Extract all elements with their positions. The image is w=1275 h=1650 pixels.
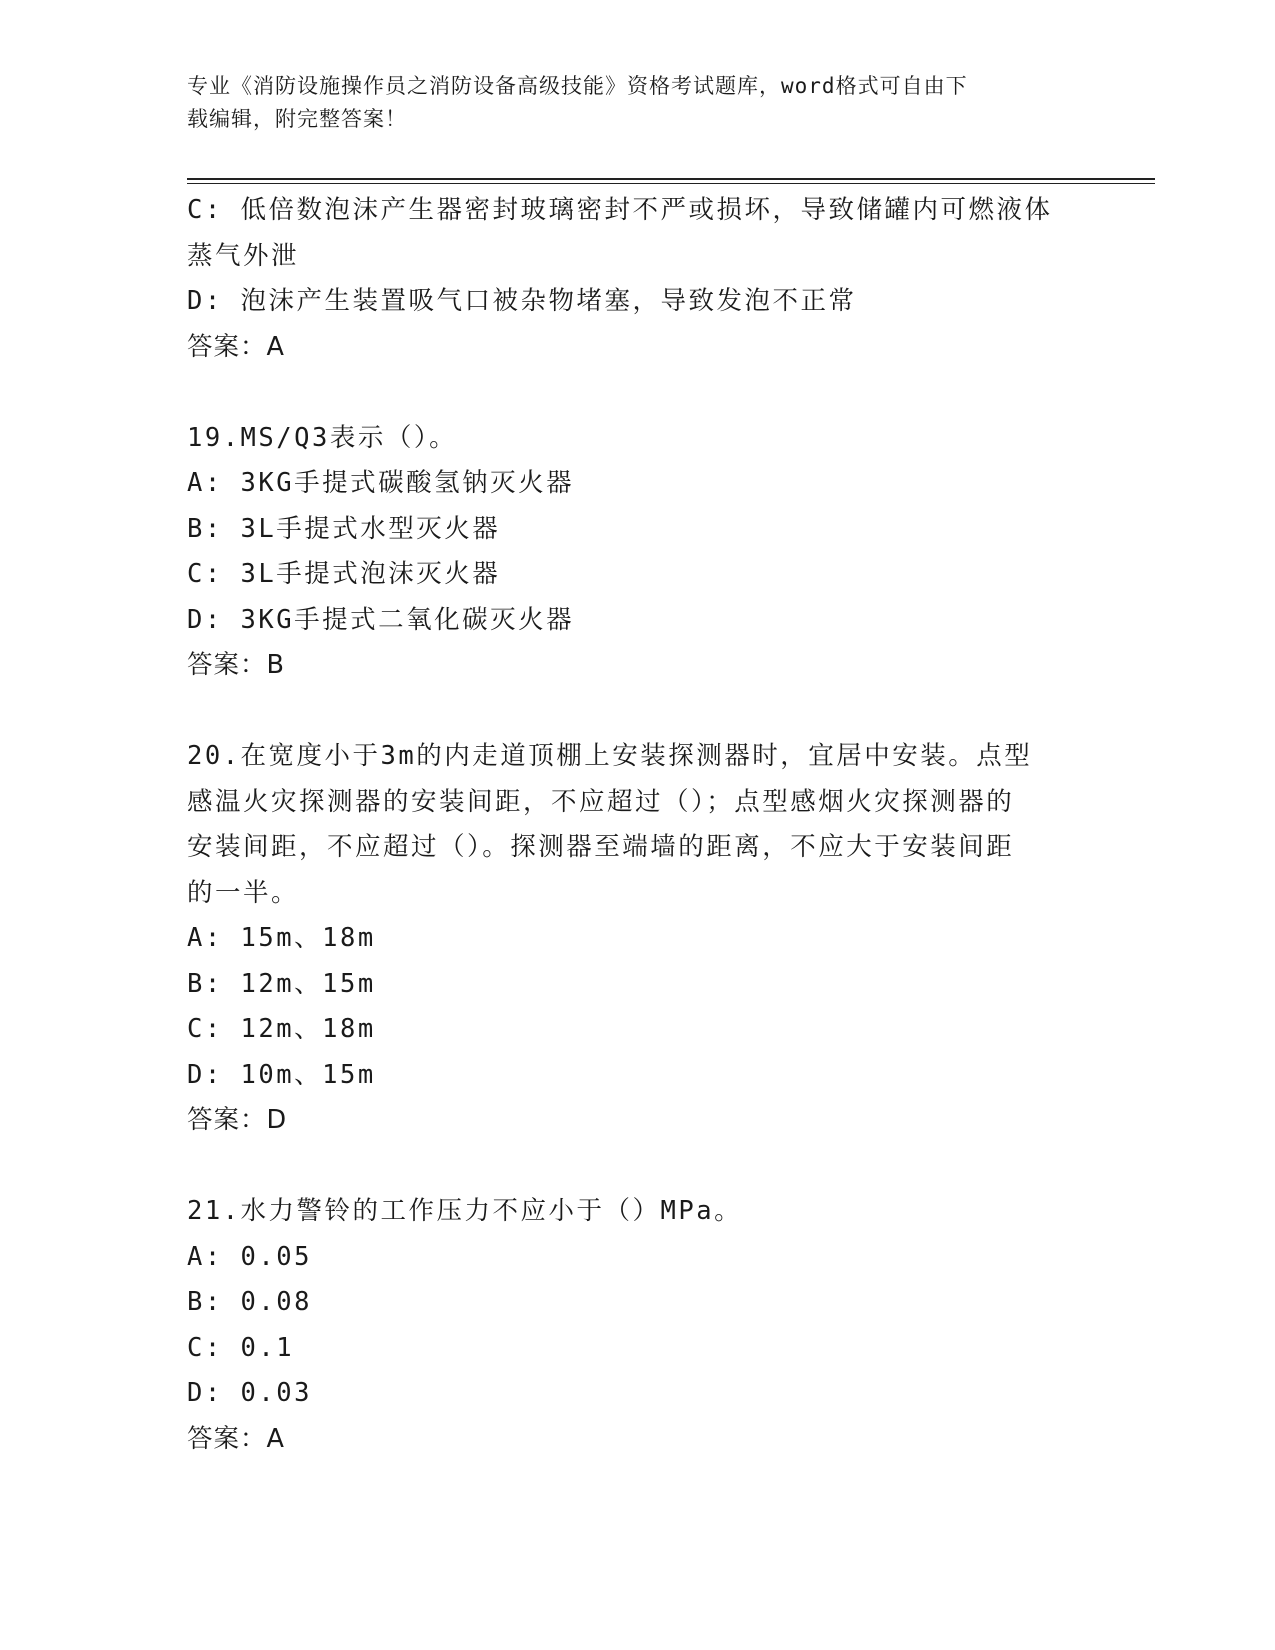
- answer: 答案：B: [187, 650, 285, 680]
- option-b: B: 12m、15m: [187, 968, 376, 999]
- question-stem-line-3: 安装间距，不应超过（）。探测器至端墙的距离，不应大于安装间距: [187, 832, 1015, 862]
- header-line-2: 载编辑，附完整答案！: [187, 107, 407, 131]
- option-c-line-1: C: 低倍数泡沫产生器密封玻璃密封不严或损坏，导致储罐内可燃液体: [187, 195, 1053, 225]
- option-b: B: 0.08: [187, 1287, 312, 1317]
- option-a: A: 3KG手提式碳酸氢钠灭火器: [187, 468, 575, 498]
- header-divider-thin: [187, 183, 1155, 184]
- option-d: D: 泡沫产生装置吸气口被杂物堵塞，导致发泡不正常: [187, 286, 857, 316]
- question-stem: 21.水力警铃的工作压力不应小于（）MPa。: [187, 1196, 743, 1226]
- question-stem-line-1: 20.在宽度小于3m的内走道顶棚上安装探测器时，宜居中安装。点型: [187, 741, 1033, 771]
- option-c: C: 0.1: [187, 1332, 295, 1363]
- question-content: [187, 188, 1067, 1462]
- question-21: [187, 1189, 1067, 1462]
- option-d: D: 0.03: [187, 1378, 312, 1408]
- option-b: B: 3L手提式水型灭火器: [187, 513, 501, 544]
- spacer: [187, 370, 1067, 416]
- option-c: C: 3L手提式泡沫灭火器: [187, 559, 501, 589]
- option-d: D: 3KG手提式二氧化碳灭火器: [187, 604, 575, 635]
- spacer: [187, 689, 1067, 735]
- question-stem-line-2: 感温火灾探测器的安装间距，不应超过（）；点型感烟火灾探测器的: [187, 786, 1015, 817]
- header-line-1: 专业《消防设施操作员之消防设备高级技能》资格考试题库，word格式可自由下: [187, 74, 968, 98]
- answer: 答案：A: [187, 331, 285, 362]
- answer: 答案：A: [187, 1423, 285, 1454]
- document-header: [187, 70, 1067, 136]
- spacer: [187, 1144, 1067, 1190]
- answer: 答案：D: [187, 1105, 288, 1135]
- question-20: [187, 734, 1067, 1144]
- question-stem: 19.MS/Q3表示（）。: [187, 422, 458, 453]
- option-a: A: 0.05: [187, 1241, 312, 1272]
- option-d: D: 10m、15m: [187, 1059, 376, 1090]
- question-18-tail: [187, 188, 1067, 370]
- option-a: A: 15m、18m: [187, 923, 376, 953]
- question-19: [187, 416, 1067, 689]
- question-stem-line-4: 的一半。: [187, 877, 300, 908]
- option-c: C: 12m、18m: [187, 1014, 376, 1044]
- option-c-line-2: 蒸气外泄: [187, 240, 300, 271]
- header-divider-thick: [187, 178, 1155, 180]
